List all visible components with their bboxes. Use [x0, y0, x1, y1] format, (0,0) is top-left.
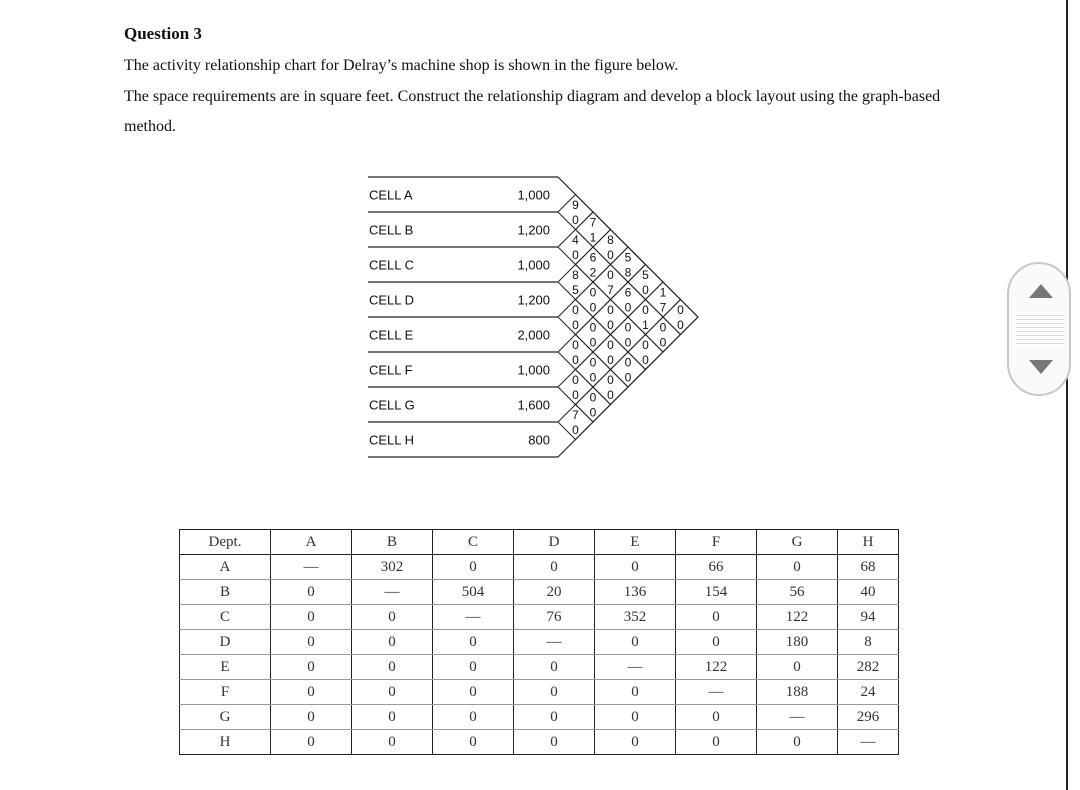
relationship-value-top: 0: [624, 320, 632, 335]
department-name: CELL E: [369, 327, 414, 343]
relationship-value-bottom: 0: [572, 423, 579, 437]
flow-cell: 154: [676, 580, 757, 605]
relationship-value-top: 8: [607, 233, 614, 247]
relationship-value-top: 1: [659, 285, 667, 300]
scroll-down-icon[interactable]: [1029, 360, 1053, 374]
flow-cell: 0: [676, 730, 757, 755]
relationship-value-bottom: 0: [589, 405, 597, 420]
flow-cell: 0: [271, 605, 352, 630]
flow-cell: 0: [514, 705, 595, 730]
relationship-value-bottom: 7: [659, 300, 667, 315]
department-name: CELL F: [369, 362, 413, 378]
department-space: 2,000: [517, 327, 550, 343]
row-dept-label: C: [180, 605, 271, 630]
relationship-value-top: 0: [572, 338, 579, 352]
scroll-grip[interactable]: [1017, 312, 1063, 346]
flow-cell: 0: [352, 680, 433, 705]
flow-cell: —: [352, 580, 433, 605]
department-space: 1,200: [517, 222, 550, 238]
table-header-dept-b: B: [352, 530, 433, 555]
relationship-value-top: 6: [624, 285, 632, 300]
flow-cell: 0: [352, 605, 433, 630]
relationship-value-bottom: 0: [572, 248, 579, 262]
flow-matrix-table: [179, 529, 899, 755]
flow-cell: —: [676, 680, 757, 705]
flow-cell: 0: [433, 630, 514, 655]
row-dept-label: E: [180, 655, 271, 680]
flow-cell: 0: [433, 555, 514, 580]
flow-cell: 0: [514, 680, 595, 705]
relationship-value-bottom: 0: [624, 335, 632, 350]
relationship-value-bottom: 2: [589, 265, 597, 280]
relationship-value-bottom: 0: [642, 353, 649, 367]
department-space: 1,000: [517, 257, 550, 273]
department-space: 800: [528, 432, 550, 448]
flow-cell: 0: [595, 705, 676, 730]
flow-cell: 136: [595, 580, 676, 605]
relationship-value-bottom: 0: [607, 318, 614, 332]
question-title: Question 3: [124, 24, 202, 43]
table-header-dept-e: E: [595, 530, 676, 555]
flow-cell: 504: [433, 580, 514, 605]
department-space: 1,000: [517, 187, 550, 203]
relationship-value-bottom: 0: [607, 248, 614, 262]
table-row: [180, 705, 899, 730]
relationship-value-bottom: 0: [572, 353, 579, 367]
relationship-value-top: 0: [642, 303, 649, 317]
flow-cell: 0: [676, 705, 757, 730]
flow-cell: 296: [838, 705, 899, 730]
flow-cell: 76: [514, 605, 595, 630]
flow-cell: 0: [433, 730, 514, 755]
relationship-value-bottom: 1: [642, 318, 649, 332]
flow-cell: 0: [352, 730, 433, 755]
flow-cell: 66: [676, 555, 757, 580]
flow-cell: 0: [757, 555, 838, 580]
relationship-value-top: 0: [642, 338, 649, 352]
department-name: CELL B: [369, 222, 414, 238]
relationship-value-top: 8: [572, 268, 579, 282]
relationship-value-top: 6: [589, 250, 597, 265]
table-header-dept: Dept.: [180, 530, 271, 555]
relationship-value-top: 0: [607, 268, 614, 282]
relationship-value-top: 0: [607, 303, 614, 317]
flow-cell: 24: [838, 680, 899, 705]
flow-cell: 0: [271, 680, 352, 705]
relationship-value-bottom: 0: [677, 318, 684, 332]
relationship-value-bottom: 0: [607, 388, 614, 402]
table-header-dept-h: H: [838, 530, 899, 555]
flow-cell: 0: [271, 630, 352, 655]
page-edge-divider: [1066, 0, 1068, 790]
relationship-value-top: 0: [589, 355, 597, 370]
flow-cell: 282: [838, 655, 899, 680]
relationship-value-bottom: 1: [589, 230, 597, 245]
table-header-dept-f: F: [676, 530, 757, 555]
relationship-value-bottom: 0: [572, 318, 579, 332]
relationship-value-bottom: 0: [589, 370, 597, 385]
relationship-value-top: 0: [659, 320, 667, 335]
question-line-1: The activity relationship chart for Delray’s machine shop is shown in the figure below.: [124, 57, 679, 74]
table-header-dept-c: C: [433, 530, 514, 555]
flow-cell: 0: [514, 655, 595, 680]
department-space: 1,200: [517, 292, 550, 308]
scroll-up-icon[interactable]: [1029, 284, 1053, 298]
relationship-value-bottom: 8: [624, 265, 632, 280]
flow-cell: 0: [595, 730, 676, 755]
flow-cell: —: [514, 630, 595, 655]
row-dept-label: A: [180, 555, 271, 580]
row-dept-label: H: [180, 730, 271, 755]
flow-cell: 122: [676, 655, 757, 680]
flow-cell: —: [595, 655, 676, 680]
relationship-value-bottom: 0: [607, 353, 614, 367]
relationship-value-top: 0: [607, 338, 614, 352]
flow-cell: 0: [676, 630, 757, 655]
flow-cell: 56: [757, 580, 838, 605]
table-header-dept-d: D: [514, 530, 595, 555]
relationship-value-bottom: 5: [572, 283, 579, 297]
row-dept-label: D: [180, 630, 271, 655]
flow-cell: —: [757, 705, 838, 730]
table-row: [180, 630, 899, 655]
relationship-value-top: 0: [572, 373, 579, 387]
department-space: 1,600: [517, 397, 550, 413]
relationship-value-bottom: 0: [572, 388, 579, 402]
relationship-value-bottom: 7: [607, 283, 614, 297]
flow-cell: 188: [757, 680, 838, 705]
table-header-dept-g: G: [757, 530, 838, 555]
relationship-value-top: 0: [624, 355, 632, 370]
department-name: CELL A: [369, 187, 413, 203]
flow-cell: 0: [757, 655, 838, 680]
flow-cell: 0: [514, 555, 595, 580]
relationship-value-top: 0: [572, 303, 579, 317]
flow-cell: 68: [838, 555, 899, 580]
flow-cell: 8: [838, 630, 899, 655]
flow-cell: —: [838, 730, 899, 755]
table-row: [180, 580, 899, 605]
flow-cell: 0: [271, 730, 352, 755]
relationship-value-top: 5: [642, 268, 649, 282]
relationship-value-top: 0: [607, 373, 614, 387]
row-dept-label: F: [180, 680, 271, 705]
department-name: CELL H: [369, 432, 415, 448]
table-row: [180, 605, 899, 630]
flow-cell: 0: [433, 705, 514, 730]
table-row: [180, 730, 899, 755]
flow-cell: 0: [352, 630, 433, 655]
flow-cell: 0: [433, 655, 514, 680]
flow-cell: 0: [271, 655, 352, 680]
relationship-value-top: 0: [589, 390, 597, 405]
relationship-value-top: 5: [624, 250, 632, 265]
relationship-value-bottom: 0: [642, 283, 649, 297]
relationship-value-top: 0: [589, 320, 597, 335]
flow-cell: 40: [838, 580, 899, 605]
flow-cell: 0: [433, 680, 514, 705]
department-name: CELL G: [369, 397, 415, 413]
relationship-value-top: 9: [572, 198, 579, 212]
row-dept-label: G: [180, 705, 271, 730]
flow-cell: 94: [838, 605, 899, 630]
flow-cell: —: [271, 555, 352, 580]
relationship-value-bottom: 0: [624, 300, 632, 315]
flow-cell: 302: [352, 555, 433, 580]
table-row: [180, 655, 899, 680]
department-name: CELL C: [369, 257, 415, 273]
relationship-value-bottom: 0: [589, 335, 597, 350]
flow-cell: 0: [595, 680, 676, 705]
flow-cell: 0: [676, 605, 757, 630]
table-row: [180, 680, 899, 705]
relationship-value-bottom: 0: [624, 370, 632, 385]
row-dept-label: B: [180, 580, 271, 605]
department-name: CELL D: [369, 292, 415, 308]
flow-cell: 0: [352, 705, 433, 730]
question-line-2: The space requirements are in square feet. Construct the relationship diagram and develop a block layout using the graph-based method.: [124, 88, 941, 135]
flow-cell: 352: [595, 605, 676, 630]
flow-cell: 20: [514, 580, 595, 605]
flow-cell: 122: [757, 605, 838, 630]
relationship-value-bottom: 0: [572, 213, 579, 227]
flow-cell: 0: [271, 580, 352, 605]
relationship-value-top: 7: [572, 408, 579, 422]
department-space: 1,000: [517, 362, 550, 378]
flow-cell: 0: [271, 705, 352, 730]
page-scroller[interactable]: [1007, 262, 1071, 396]
flow-cell: 0: [595, 630, 676, 655]
flow-cell: 180: [757, 630, 838, 655]
table-header-dept-a: A: [271, 530, 352, 555]
relationship-value-top: 7: [589, 215, 597, 230]
relationship-value-top: 0: [677, 303, 684, 317]
relationship-value-top: 4: [572, 233, 579, 247]
relationship-value-bottom: 0: [659, 335, 667, 350]
relationship-value-top: 0: [589, 285, 597, 300]
relationship-value-bottom: 0: [589, 300, 597, 315]
flow-cell: 0: [352, 655, 433, 680]
flow-cell: 0: [595, 555, 676, 580]
flow-cell: 0: [514, 730, 595, 755]
flow-cell: 0: [757, 730, 838, 755]
table-row: [180, 555, 899, 580]
flow-cell: —: [433, 605, 514, 630]
